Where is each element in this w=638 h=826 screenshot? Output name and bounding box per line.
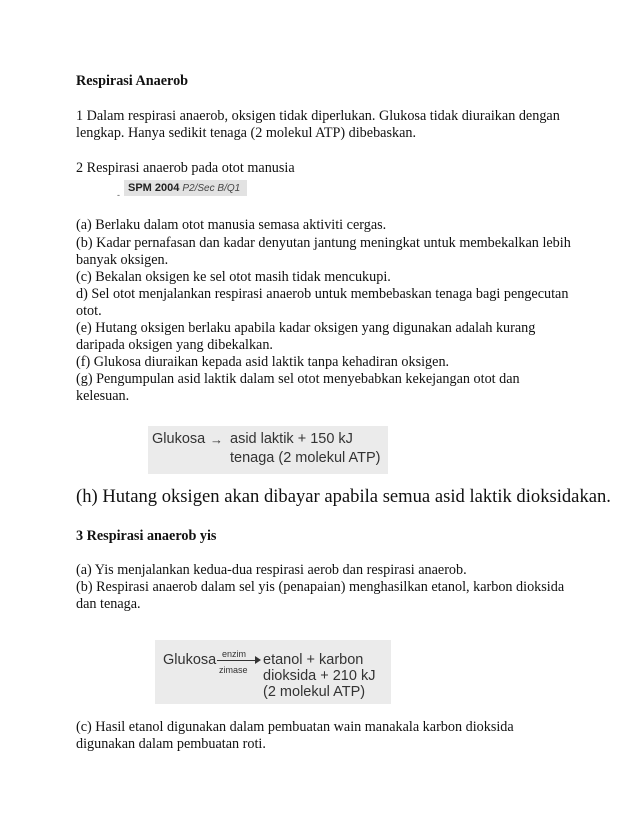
list-item-h: (h) Hutang oksigen akan dibayar apabila semua asid laktik dioksidakan.	[76, 486, 611, 507]
list-item-e: (e) Hutang oksigen berlaku apabila kadar oksigen yang digunakan adalah kurang daripada oksigen yang dibekalkan.	[76, 320, 536, 353]
list-item-d: d) Sel otot menjalankan respirasi anaerob untuk membebaskan tenaga bagi pengecutan otot.	[76, 286, 569, 319]
eq2-right-line1: etanol + karbon	[263, 652, 364, 668]
equation-lactic-acid	[148, 426, 388, 474]
eq2-right-line2: dioksida + 210 kJ	[263, 668, 376, 684]
yeast-item-b: (b) Respirasi anaerob dalam sel yis (penapaian) menghasilkan etanol, karbon dioksida dan tenaga.	[76, 579, 565, 612]
arrow-icon	[217, 660, 259, 661]
enzyme-label: enzim	[222, 649, 247, 659]
list-item-a: (a) Berlaku dalam otot manusia semasa aktiviti cergas.	[76, 217, 387, 233]
list-item-c: (c) Bekalan oksigen ke sel otot masih tidak mencukupi.	[76, 269, 391, 285]
spm-label: SPM 2004	[128, 182, 180, 194]
eq1-left: Glukosa	[152, 431, 206, 447]
list-item-b: (b) Kadar pernafasan dan kadar denyutan jantung meningkat untuk membekalkan lebih banyak oksigen.	[76, 235, 571, 268]
yeast-item-c: (c) Hasil etanol digunakan dalam pembuatan wain manakala karbon dioksida digunakan dalam pembuatan roti.	[76, 719, 514, 752]
spm-reference-badge	[124, 180, 247, 196]
eq2-left: Glukosa	[163, 652, 217, 668]
list-item-g: (g) Pengumpulan asid laktik dalam sel otot menyebabkan kekejangan otot dan kelesuan.	[76, 371, 520, 404]
eq2-right-line3: (2 molekul ATP)	[263, 684, 366, 700]
zymase-label: zimase	[219, 665, 248, 675]
eq1-right-line2: tenaga (2 molekul ATP)	[230, 450, 381, 466]
yeast-item-a: (a) Yis menjalankan kedua-dua respirasi aerob dan respirasi anaerob.	[76, 562, 467, 578]
arrow-icon: →	[210, 432, 223, 447]
paragraph-1: 1 Dalam respirasi anaerob, oksigen tidak diperlukan. Glukosa tidak diuraikan dengan lengkap. Hanya sedikit tenaga (2 molekul ATP) dibebaskan.	[76, 108, 560, 141]
eq1-right-line1: asid laktik + 150 kJ	[230, 431, 353, 447]
paragraph-2-heading: 2 Respirasi anaerob pada otot manusia	[76, 160, 295, 176]
badge-dash: -	[117, 190, 120, 200]
list-item-f: (f) Glukosa diuraikan kepada asid laktik tanpa kehadiran oksigen.	[76, 354, 450, 370]
section-title: Respirasi Anaerob	[76, 73, 189, 89]
section-3-title: 3 Respirasi anaerob yis	[76, 528, 217, 544]
equation-ethanol	[155, 640, 391, 704]
spm-code: P2/Sec B/Q1	[182, 183, 241, 194]
